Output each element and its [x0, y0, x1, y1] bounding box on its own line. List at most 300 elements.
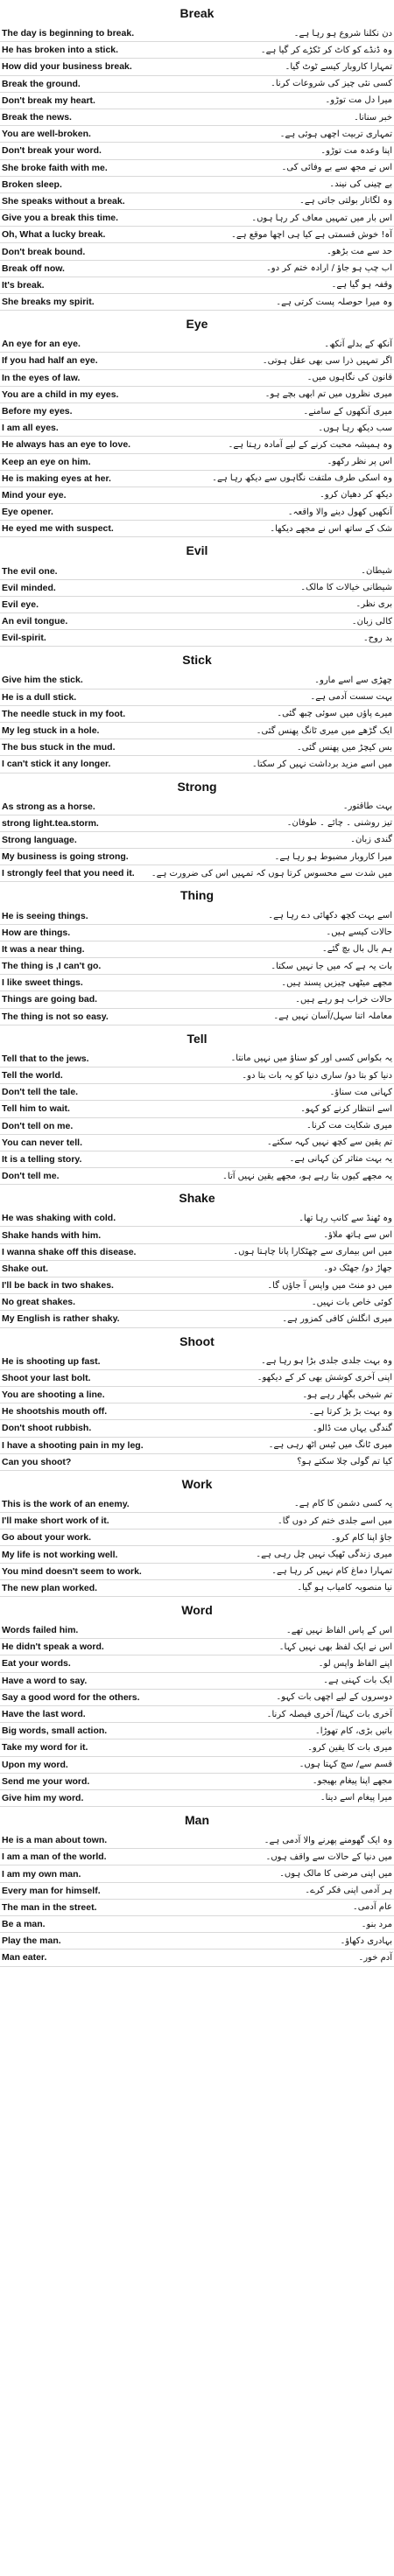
phrase-row: [0, 1496, 394, 1513]
phrase-row: [0, 160, 394, 177]
urdu-translation: وہ بہت جلدی جلدی بڑا ہو رہا ہے۔: [261, 1356, 392, 1367]
urdu-translation: اس نے مجھ سے بے وفائی کی۔: [281, 163, 392, 173]
urdu-translation: شیطانی خیالات کا مالک۔: [300, 583, 392, 593]
urdu-translation: اس پر نظر رکھو۔: [327, 457, 392, 467]
urdu-translation: اپنا وعدہ مت توڑو۔: [320, 145, 392, 156]
urdu-translation: میری نظروں میں تم ابھی بچے ہو۔: [264, 389, 392, 400]
phrase-row: [0, 1244, 394, 1261]
urdu-translation: بری نظر۔: [355, 599, 392, 610]
english-phrase: Shoot your last bolt.: [2, 1372, 91, 1383]
urdu-translation: تم یقین سے کچھ نہیں کہہ سکتے۔: [266, 1138, 392, 1148]
phrase-row: [0, 504, 394, 521]
phrase-row: [0, 958, 394, 975]
phrase-row: [0, 1673, 394, 1690]
urdu-translation: حالات خراب ہو رہے ہیں۔: [295, 994, 392, 1004]
english-phrase: It's break.: [2, 279, 45, 290]
section-title-tell: Tell: [186, 1031, 208, 1046]
urdu-translation: اپنے الفاظ واپس لو۔: [318, 1658, 392, 1669]
section-title-man: Man: [185, 1813, 209, 1828]
phrase-row: [0, 93, 394, 109]
phrase-row: [0, 59, 394, 75]
urdu-translation: باتیں بڑی، کام تھوڑا۔: [314, 1726, 392, 1736]
phrase-row: [0, 1790, 394, 1807]
urdu-translation: میری آنکھوں کے سامنے۔: [303, 406, 392, 416]
urdu-translation: وہ میرا حوصلہ پست کرتی ہے۔: [276, 297, 392, 307]
urdu-translation: یہ بکواس کسی اور کو سناؤ میں نہیں مانتا۔: [230, 1054, 392, 1064]
urdu-translation: جاؤ اپنا کام کرو۔: [330, 1532, 392, 1543]
english-phrase: You are shooting a line.: [2, 1390, 105, 1401]
phrase-row: [0, 723, 394, 739]
english-phrase: My English is rather shaky.: [2, 1313, 120, 1325]
english-phrase: Go about your work.: [2, 1532, 92, 1544]
urdu-translation: شیطان۔: [361, 566, 392, 577]
english-phrase: Say a good word for the others.: [2, 1691, 140, 1703]
phrase-row: [0, 1546, 394, 1563]
urdu-translation: اگر تمہیں ذرا سی بھی عقل ہوتی۔: [262, 355, 392, 366]
phrase-row: [0, 261, 394, 277]
urdu-translation: بے چینی کی نیند۔: [329, 179, 392, 190]
english-phrase: Tell the world.: [2, 1070, 63, 1082]
english-phrase: He has broken into a stick.: [2, 45, 119, 56]
urdu-translation: بہت سست آدمی ہے۔: [310, 692, 392, 703]
urdu-translation: کوئی خاص بات نہیں۔: [311, 1297, 392, 1307]
english-phrase: Evil minded.: [2, 582, 56, 593]
phrase-row: [0, 739, 394, 756]
phrase-row: [0, 437, 394, 453]
phrase-row: [0, 1261, 394, 1278]
phrase-row: [0, 1387, 394, 1404]
urdu-translation: مرد بنو۔: [361, 1919, 392, 1929]
urdu-translation: چھڑی سے اسے مارو۔: [314, 675, 392, 685]
english-phrase: This is the work of an enemy.: [2, 1498, 130, 1509]
phrase-row: [0, 1152, 394, 1168]
phrase-row: [0, 942, 394, 958]
phrase-row: [0, 1513, 394, 1530]
phrase-row: [0, 1370, 394, 1387]
english-phrase: The needle stuck in my foot.: [2, 708, 126, 719]
urdu-translation: جھاڑ دو/ جھٹک دو۔: [323, 1264, 392, 1274]
phrase-row: [0, 613, 394, 630]
english-phrase: Mind your eye.: [2, 489, 67, 500]
phrase-row: [0, 1084, 394, 1101]
english-phrase: The man in the street.: [2, 1901, 97, 1913]
english-phrase: He was shaking with cold.: [2, 1213, 116, 1224]
urdu-translation: اس سے ہاتھ ملاؤ۔: [323, 1230, 392, 1241]
english-phrase: You are a child in my eyes.: [2, 388, 119, 400]
urdu-translation: تیز روشنی ۔ چائے ۔ طوفان۔: [286, 818, 392, 829]
urdu-translation: بہت طاقتور۔: [342, 802, 392, 812]
english-phrase: Tell that to the jews.: [2, 1053, 89, 1064]
urdu-translation: وہ لگاتار بولتی جاتی ہے۔: [299, 196, 392, 206]
english-phrase: Strong language.: [2, 834, 77, 845]
phrase-row: [0, 1849, 394, 1866]
phrase-row: [0, 580, 394, 597]
phrase-row: [0, 277, 394, 294]
english-phrase: She breaks my spirit.: [2, 297, 95, 308]
phrase-row: [0, 42, 394, 59]
phrase-row: [0, 1530, 394, 1546]
urdu-translation: میرا پیغام اسے دینا۔: [320, 1793, 392, 1803]
phrase-row: [0, 1420, 394, 1437]
phrase-row: [0, 454, 394, 471]
phrase-row: [0, 1118, 394, 1135]
phrase-row: [0, 193, 394, 210]
phrase-row: [0, 126, 394, 143]
phrase-row: [0, 1740, 394, 1756]
english-phrase: The new plan worked.: [2, 1582, 98, 1593]
urdu-translation: یہ کسی دشمن کا کام ہے۔: [293, 1499, 392, 1509]
urdu-translation: اس بار میں تمہیں معاف کر رہا ہوں۔: [251, 213, 392, 223]
urdu-translation: آنکھ کے بدلے آنکھ۔: [324, 339, 392, 349]
english-phrase: He always has an eye to love.: [2, 439, 131, 451]
urdu-translation: میں اپنی مرضی کا مالک ہوں۔: [279, 1869, 392, 1880]
phrase-row: [0, 227, 394, 243]
urdu-translation: بات یہ ہے کہ میں جا نہیں سکتا۔: [271, 961, 392, 971]
phrase-row: [0, 1454, 394, 1471]
urdu-translation: اب چپ ہو جاؤ / ارادہ ختم کر دو۔: [265, 263, 392, 274]
english-phrase: Before my eyes.: [2, 406, 73, 417]
english-phrase: Play the man.: [2, 1936, 61, 1947]
urdu-translation: آخری بات کہنا/ آخری فیصلہ کرنا۔: [266, 1709, 392, 1719]
english-phrase: It was a near thing.: [2, 943, 85, 955]
urdu-translation: کسی نئی چیز کی شروعات کرنا۔: [271, 79, 392, 89]
english-phrase: My business is going strong.: [2, 851, 129, 863]
english-phrase: She speaks without a break.: [2, 195, 125, 206]
english-phrase: He is shooting up fast.: [2, 1355, 101, 1367]
english-phrase: Don't shoot rubbish.: [2, 1423, 92, 1434]
urdu-translation: عام آدمی۔: [352, 1902, 392, 1913]
english-phrase: No great shakes.: [2, 1297, 76, 1308]
english-phrase: Don't break your word.: [2, 145, 102, 157]
urdu-translation: قانون کی نگاہوں میں۔: [306, 373, 392, 383]
urdu-translation: آدم خور۔: [358, 1952, 392, 1963]
phrase-row: [0, 177, 394, 193]
phrase-row: [0, 1639, 394, 1656]
phrase-row: [0, 1278, 394, 1294]
english-phrase: Give you a break this time.: [2, 213, 119, 224]
english-phrase: Oh, What a lucky break.: [2, 229, 106, 241]
urdu-translation: میں اسے جلدی ختم کر دوں گا۔: [277, 1516, 392, 1526]
phrase-row: [0, 816, 394, 832]
phrase-row: [0, 1656, 394, 1672]
section-title-strong: Strong: [177, 779, 217, 794]
phrase-row: [0, 1832, 394, 1849]
english-phrase: Eye opener.: [2, 507, 53, 518]
urdu-translation: معاملہ اتنا سہل/آسان نہیں ہے۔: [273, 1012, 392, 1022]
english-phrase: Shake out.: [2, 1263, 49, 1274]
english-phrase: I am all eyes.: [2, 423, 59, 434]
english-phrase: I strongly feel that you need it.: [2, 868, 135, 879]
english-phrase: An eye for an eye.: [2, 339, 81, 350]
urdu-translation: ایک گڑھے میں میری ٹانگ پھنس گئی۔: [256, 725, 392, 736]
english-phrase: Broken sleep.: [2, 178, 62, 190]
english-phrase: Evil-spirit.: [2, 633, 46, 644]
english-phrase: He is a dull stick.: [2, 691, 77, 703]
urdu-translation: ایک بات کہنی ہے۔: [323, 1676, 392, 1686]
section-title-shoot: Shoot: [179, 1334, 215, 1348]
phrase-row: [0, 25, 394, 42]
english-phrase: The day is beginning to break.: [2, 28, 135, 39]
urdu-translation: دیکھ کر دھیان کرو۔: [320, 490, 392, 500]
english-phrase: Give him the stick.: [2, 675, 83, 686]
section-title-break: Break: [179, 6, 215, 20]
english-phrase: Evil eye.: [2, 598, 39, 610]
urdu-translation: وہ ایک گھومنے پھرنے والا آدمی ہے۔: [264, 1835, 392, 1845]
english-phrase: Don't tell me.: [2, 1171, 60, 1182]
urdu-translation: میں شدت سے محسوس کرتا ہوں کہ تمہیں اس کی ضرورت ہے۔: [151, 868, 392, 878]
section-title-shake: Shake: [179, 1191, 215, 1206]
urdu-translation: میری انگلش کافی کمزور ہے۔: [282, 1313, 392, 1324]
english-phrase: He eyed me with suspect.: [2, 523, 114, 535]
phrase-row: [0, 487, 394, 504]
phrase-row: [0, 1916, 394, 1933]
phrase-row: [0, 471, 394, 487]
english-phrase: An evil tongue.: [2, 616, 68, 627]
phrase-row: [0, 1622, 394, 1639]
english-phrase: He is making eyes at her.: [2, 472, 111, 484]
english-phrase: How are things.: [2, 927, 71, 938]
phrase-row: [0, 1883, 394, 1900]
urdu-translation: خبر سنانا۔: [353, 112, 392, 122]
phrase-row: [0, 1757, 394, 1774]
phrase-row: [0, 563, 394, 579]
phrase-row: [0, 1294, 394, 1311]
phrase-row: [0, 370, 394, 387]
phrase-row: [0, 1168, 394, 1185]
phrase-row: [0, 849, 394, 865]
urdu-translation: یہ مجھے کیوں بتا رہے ہو، مجھے یقین نہیں آتا۔: [222, 1171, 392, 1181]
phrase-row: [0, 1051, 394, 1068]
urdu-translation: میرے پاؤں میں سوئی چبھ گئی۔: [277, 709, 392, 719]
urdu-translation: میں اس بیماری سے چھٹکارا پانا چاہتا ہوں۔: [233, 1247, 392, 1257]
urdu-translation: آنکھیں کھول دینے والا واقعہ۔: [287, 507, 392, 517]
urdu-translation: حد سے مت بڑھو۔: [327, 247, 392, 257]
phrase-row: [0, 210, 394, 227]
english-phrase: Every man for himself.: [2, 1885, 101, 1896]
section-title-word: Word: [181, 1603, 213, 1617]
urdu-translation: میری شکایت مت کرنا۔: [306, 1121, 392, 1131]
urdu-translation: میری بات کا یقین کرو۔: [307, 1742, 392, 1753]
section-title-stick: Stick: [182, 653, 212, 668]
urdu-translation: میں دنیا کے حالات سے واقف ہوں۔: [265, 1852, 392, 1862]
phrase-row: [0, 756, 394, 773]
urdu-translation: تم شیخی بگھار رہے ہو۔: [302, 1390, 392, 1400]
phrase-row: [0, 1933, 394, 1950]
urdu-translation: دنیا کو بتا دو/ ساری دنیا کو یہ بات بتا دو۔: [242, 1070, 392, 1081]
phrase-row: [0, 76, 394, 93]
urdu-translation: اسے انتظار کرنے کو کہو۔: [300, 1103, 392, 1114]
english-phrase: Don't tell on me.: [2, 1120, 74, 1131]
phrase-row: [0, 630, 394, 647]
english-phrase: I can't stick it any longer.: [2, 759, 111, 770]
english-phrase: I'll be back in two shakes.: [2, 1280, 114, 1292]
phrase-row: [0, 1950, 394, 1966]
english-phrase: Send me your word.: [2, 1775, 90, 1787]
english-phrase: Break the news.: [2, 112, 72, 123]
phrase-row: [0, 975, 394, 991]
english-phrase: Have the last word.: [2, 1709, 86, 1720]
urdu-translation: آہ! خوش قسمتی ہے کیا ہی اچھا موقع ہے۔: [230, 229, 392, 240]
english-phrase: Break off now.: [2, 262, 65, 274]
english-phrase: Eat your words.: [2, 1658, 71, 1670]
english-phrase: I have a shooting pain in my leg.: [2, 1439, 144, 1451]
phrase-row: [0, 1135, 394, 1152]
english-phrase: It is a telling story.: [2, 1153, 82, 1165]
english-phrase: I like sweet things.: [2, 977, 83, 989]
english-phrase: He didn't speak a word.: [2, 1642, 104, 1653]
english-phrase: You mind doesn't seem to work.: [2, 1565, 142, 1577]
english-phrase: He is seeing things.: [2, 910, 88, 921]
urdu-translation: تمہارا کاروبار کیسے ٹوٹ گیا۔: [285, 61, 392, 72]
urdu-translation: میں دو منٹ میں واپس آ جاؤں گا۔: [267, 1280, 392, 1291]
urdu-translation: سب دیکھ رہا ہوں۔: [318, 423, 392, 433]
english-phrase: If you had half an eye.: [2, 355, 98, 367]
phrase-list-page: [0, 3, 394, 1972]
phrase-row: [0, 1354, 394, 1370]
english-phrase: Things are going bad.: [2, 994, 98, 1005]
phrase-row: [0, 387, 394, 403]
phrase-row: [0, 1580, 394, 1597]
section-title-thing: Thing: [179, 888, 215, 903]
english-phrase: The thing is ,I can't go.: [2, 961, 102, 972]
phrase-row: [0, 1723, 394, 1740]
phrase-row: [0, 706, 394, 723]
urdu-translation: تمہاری تربیت اچھی ہوئی ہے۔: [279, 129, 392, 139]
phrase-row: [0, 1690, 394, 1706]
phrase-row: [0, 243, 394, 260]
urdu-translation: وہ ہمیشہ محبت کرنے کے لیے آمادہ رہتا ہے۔: [228, 439, 392, 450]
urdu-translation: قسم سے/ سچ کہتا ہوں۔: [299, 1760, 392, 1770]
english-phrase: As strong as a horse.: [2, 801, 95, 812]
phrase-row: [0, 1009, 394, 1026]
urdu-translation: کہانی مت سناؤ۔: [329, 1087, 392, 1097]
phrase-row: [0, 799, 394, 816]
urdu-translation: میرا کاروبار مضبوط ہو رہا ہے۔: [274, 851, 392, 862]
section-title-eye: Eye: [186, 317, 208, 332]
phrase-row: [0, 907, 394, 924]
phrase-row: [0, 353, 394, 369]
english-phrase: Don't tell the tale.: [2, 1087, 79, 1098]
urdu-translation: وہ ٹھنڈ سے کانپ رہا تھا۔: [299, 1213, 392, 1223]
english-phrase: Break the ground.: [2, 78, 81, 89]
english-phrase: I am my own man.: [2, 1868, 81, 1880]
phrase-row: [0, 109, 394, 126]
english-phrase: Give him my word.: [2, 1792, 84, 1803]
phrase-row: [0, 1438, 394, 1454]
english-phrase: How did your business break.: [2, 61, 132, 73]
urdu-translation: کالی زبان۔: [351, 616, 392, 626]
english-phrase: Shake hands with him.: [2, 1229, 102, 1241]
urdu-translation: گندگی یہاں مت ڈالو۔: [312, 1423, 392, 1433]
urdu-translation: مجھے میٹھی چیزیں پسند ہیں۔: [281, 977, 392, 988]
urdu-translation: حالات کیسے ہیں۔: [326, 928, 392, 938]
urdu-translation: اس کے پاس الفاظ نہیں تھے۔: [285, 1625, 392, 1635]
phrase-row: [0, 1706, 394, 1723]
phrase-row: [0, 294, 394, 311]
phrase-row: [0, 865, 394, 882]
english-phrase: Tell him to wait.: [2, 1103, 70, 1115]
urdu-translation: یہ بہت متاثر کن کہانی ہے۔: [289, 1154, 392, 1165]
english-phrase: Big words, small action.: [2, 1726, 108, 1737]
phrase-row: [0, 336, 394, 353]
english-phrase: In the eyes of law.: [2, 372, 81, 383]
urdu-translation: ہر آدمی اپنی فکر کرے۔: [305, 1886, 392, 1896]
urdu-translation: دوسروں کے لیے اچھی بات کہو۔: [276, 1692, 392, 1703]
english-phrase: Upon my word.: [2, 1759, 68, 1770]
english-phrase: Take my word for it.: [2, 1742, 88, 1754]
english-phrase: My life is not working well.: [2, 1549, 118, 1560]
phrase-row: [0, 925, 394, 942]
english-phrase: She broke faith with me.: [2, 162, 108, 173]
urdu-translation: میری ٹانگ میں ٹیس اٹھ رہی ہے۔: [268, 1440, 392, 1451]
phrase-row: [0, 1210, 394, 1227]
english-phrase: Don't break my heart.: [2, 94, 95, 106]
phrase-row: [0, 1311, 394, 1327]
english-phrase: Have a word to say.: [2, 1675, 88, 1686]
phrase-row: [0, 832, 394, 849]
urdu-translation: شک کے ساتھ اس نے مجھے دیکھا۔: [270, 523, 392, 534]
phrase-row: [0, 521, 394, 537]
urdu-translation: کیا تم گولی چلا سکتے ہو؟: [297, 1457, 392, 1467]
phrase-row: [0, 143, 394, 159]
phrase-row: [0, 1564, 394, 1580]
urdu-translation: ہم بال بال بچ گئے۔: [321, 944, 392, 955]
urdu-translation: مجھے اپنا پیغام بھیجو۔: [312, 1776, 392, 1787]
urdu-translation: وہ بہت بڑ بڑ کرتا ہے۔: [308, 1406, 392, 1417]
english-phrase: I am a man of the world.: [2, 1852, 107, 1863]
phrase-row: [0, 403, 394, 420]
english-phrase: You are well-broken.: [2, 129, 91, 140]
english-phrase: I'll make short work of it.: [2, 1516, 109, 1527]
phrase-row: [0, 690, 394, 706]
urdu-translation: بہادری دکھاؤ۔: [340, 1936, 392, 1946]
phrase-row: [0, 1101, 394, 1117]
urdu-translation: نیا منصوبہ کامیاب ہو گیا۔: [297, 1583, 392, 1593]
urdu-translation: میری زندگی ٹھیک نہیں چل رہی ہے۔: [256, 1550, 392, 1560]
urdu-translation: دن نکلنا شروع ہو رہا ہے۔: [293, 28, 392, 38]
urdu-translation: اس نے ایک لفظ بھی نہیں کہا۔: [278, 1642, 392, 1652]
urdu-translation: میرا دل مت توڑو۔: [325, 95, 392, 106]
english-phrase: Words failed him.: [2, 1625, 79, 1636]
urdu-translation: وقفہ ہو گیا ہے۔: [331, 280, 392, 290]
urdu-translation: اپنی آخری کوشش بھی کر کے دیکھو۔: [257, 1373, 392, 1383]
english-phrase: The evil one.: [2, 565, 58, 577]
phrase-row: [0, 1774, 394, 1790]
urdu-translation: اسے بہت کچھ دکھائی دے رہا ہے۔: [268, 911, 392, 921]
english-phrase: I wanna shake off this disease.: [2, 1246, 137, 1257]
english-phrase: Be a man.: [2, 1919, 46, 1930]
english-phrase: My leg stuck in a hole.: [2, 725, 100, 737]
english-phrase: Don't break bound.: [2, 246, 86, 257]
english-phrase: You can never tell.: [2, 1137, 83, 1148]
phrase-row: [0, 1866, 394, 1882]
urdu-translation: گندی زبان۔: [350, 835, 392, 845]
english-phrase: The bus stuck in the mud.: [2, 742, 116, 753]
urdu-translation: بد روح۔: [362, 633, 392, 643]
urdu-translation: میں اسے مزید برداشت نہیں کر سکتا۔: [251, 759, 392, 769]
phrase-row: [0, 1900, 394, 1916]
phrase-row: [0, 1227, 394, 1243]
english-phrase: Man eater.: [2, 1952, 47, 1964]
urdu-translation: تمہارا دماغ کام نہیں کر رہا ہے۔: [271, 1566, 392, 1577]
phrase-row: [0, 991, 394, 1008]
phrase-row: [0, 1068, 394, 1084]
urdu-translation: وہ ڈنڈے کو کاٹ کر ٹکڑے کر گیا ہے۔: [260, 45, 392, 55]
urdu-translation: بس کیچڑ میں پھنس گئی۔: [296, 742, 392, 752]
phrase-row: [0, 597, 394, 613]
phrase-row: [0, 1404, 394, 1420]
urdu-translation: وہ اسکی طرف ملتفت نگاہوں سے دیکھ رہا ہے۔: [212, 473, 392, 484]
